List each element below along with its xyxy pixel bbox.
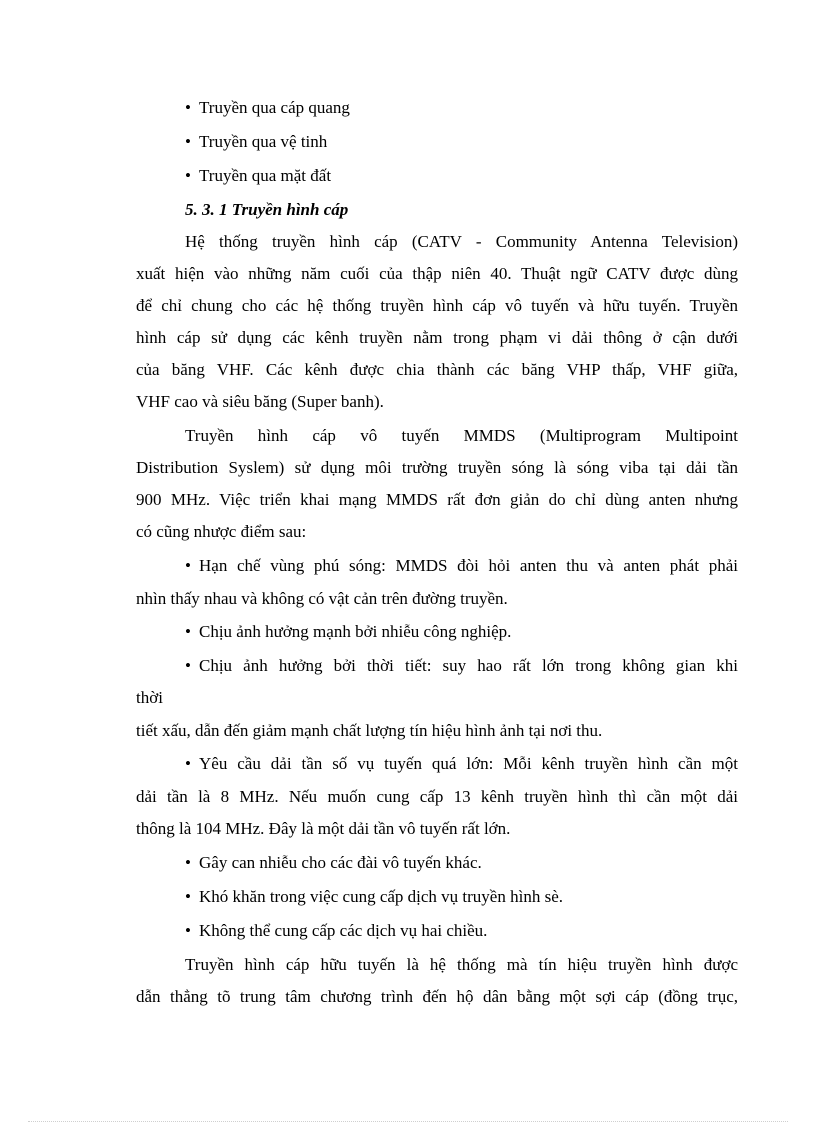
paragraph-line: xuất hiện vào những năm cuối của thập niên 40. Thuật ngữ CATV được dùng <box>136 264 738 283</box>
paragraph-line: thời <box>136 688 163 707</box>
bullet-symbol: • <box>185 98 191 117</box>
bullet-item <box>185 556 738 576</box>
bullet-symbol: • <box>185 166 191 185</box>
paragraph-line: có cũng nhược điểm sau: <box>136 522 307 541</box>
bullet-text: Truyền qua cáp quang <box>199 98 350 117</box>
bullet-item <box>185 622 738 642</box>
bullet-symbol: • <box>185 656 191 675</box>
bullet-item <box>185 887 738 907</box>
bullet-item <box>185 754 738 774</box>
paragraph-line: Distribution Syslem) sử dụng môi trường truyền sóng là sóng viba tại dải tần <box>136 458 738 477</box>
paragraph-line: thông là 104 MHz. Đây là một dải tần vô tuyến rất lớn. <box>136 819 511 838</box>
bullet-text: Truyền qua mặt đất <box>199 166 332 185</box>
bullet-item <box>185 98 738 118</box>
bullet-text: Hạn chế vùng phú sóng: MMDS đòi hỏi anten thu và anten phát phải <box>199 556 738 575</box>
bullet-text: Không thể cung cấp các dịch vụ hai chiều. <box>199 921 488 940</box>
paragraph-line: dẫn thẳng tõ trung tâm chương trình đến hộ dân bằng một sợi cáp (đồng trục, <box>136 987 738 1006</box>
bullet-item <box>185 132 738 152</box>
paragraph-line: của băng VHF. Các kênh được chia thành các băng VHP thấp, VHF giữa, <box>136 360 738 379</box>
bullet-text: Truyền qua vệ tinh <box>199 132 328 151</box>
page-bottom-divider <box>28 1121 788 1122</box>
bullet-text: Chịu ảnh hưởng bởi thời tiết: suy hao rất lớn trong không gian khi <box>199 656 738 675</box>
paragraph-line: VHF cao và siêu băng (Super banh). <box>136 392 384 411</box>
bullet-item <box>185 853 738 873</box>
paragraph-line: dải tần là 8 MHz. Nếu muốn cung cấp 13 kênh truyền hình thì cần một dải <box>136 787 738 806</box>
bullet-symbol: • <box>185 754 191 773</box>
bullet-symbol: • <box>185 556 191 575</box>
bullet-item <box>185 656 738 676</box>
paragraph-line: nhìn thấy nhau và không có vật cản trên đường truyền. <box>136 589 508 608</box>
bullet-text: Khó khăn trong việc cung cấp dịch vụ truyền hình sè. <box>199 887 563 906</box>
paragraph-line: tiết xấu, dẫn đến giảm mạnh chất lượng tín hiệu hình ảnh tại nơi thu. <box>136 721 603 740</box>
bullet-symbol: • <box>185 853 191 872</box>
bullet-text: Gây can nhiễu cho các đài vô tuyến khác. <box>199 853 482 872</box>
bullet-symbol: • <box>185 132 191 151</box>
paragraph-line: Truyền hình cáp vô tuyến MMDS (Multiprogram Multipoint <box>185 426 738 445</box>
bullet-item <box>185 921 738 941</box>
bullet-text: Chịu ảnh hưởng mạnh bởi nhiễu công nghiệp. <box>199 622 512 641</box>
bullet-symbol: • <box>185 622 191 641</box>
paragraph-line: 900 MHz. Việc triển khai mạng MMDS rất đơn giản do chỉ dùng anten nhưng <box>136 490 738 509</box>
section-heading: 5. 3. 1 Truyền hình cáp <box>185 200 349 219</box>
paragraph-line: để chỉ chung cho các hệ thống truyền hình cáp vô tuyến và hữu tuyến. Truyền <box>136 296 738 315</box>
paragraph-line: Truyền hình cáp hữu tuyến là hệ thống mà tín hiệu truyền hình được <box>185 955 738 974</box>
bullet-symbol: • <box>185 887 191 906</box>
bullet-symbol: • <box>185 921 191 940</box>
bullet-item <box>185 166 738 186</box>
paragraph-line: Hệ thống truyền hình cáp (CATV - Community Antenna Television) <box>185 232 738 251</box>
bullet-text: Yêu cầu dải tần số vụ tuyến quá lớn: Mỗi kênh truyền hình cần một <box>199 754 738 773</box>
paragraph-line: hình cáp sử dụng các kênh truyền nằm trong phạm vi dải thông ở cận dưới <box>136 328 738 347</box>
